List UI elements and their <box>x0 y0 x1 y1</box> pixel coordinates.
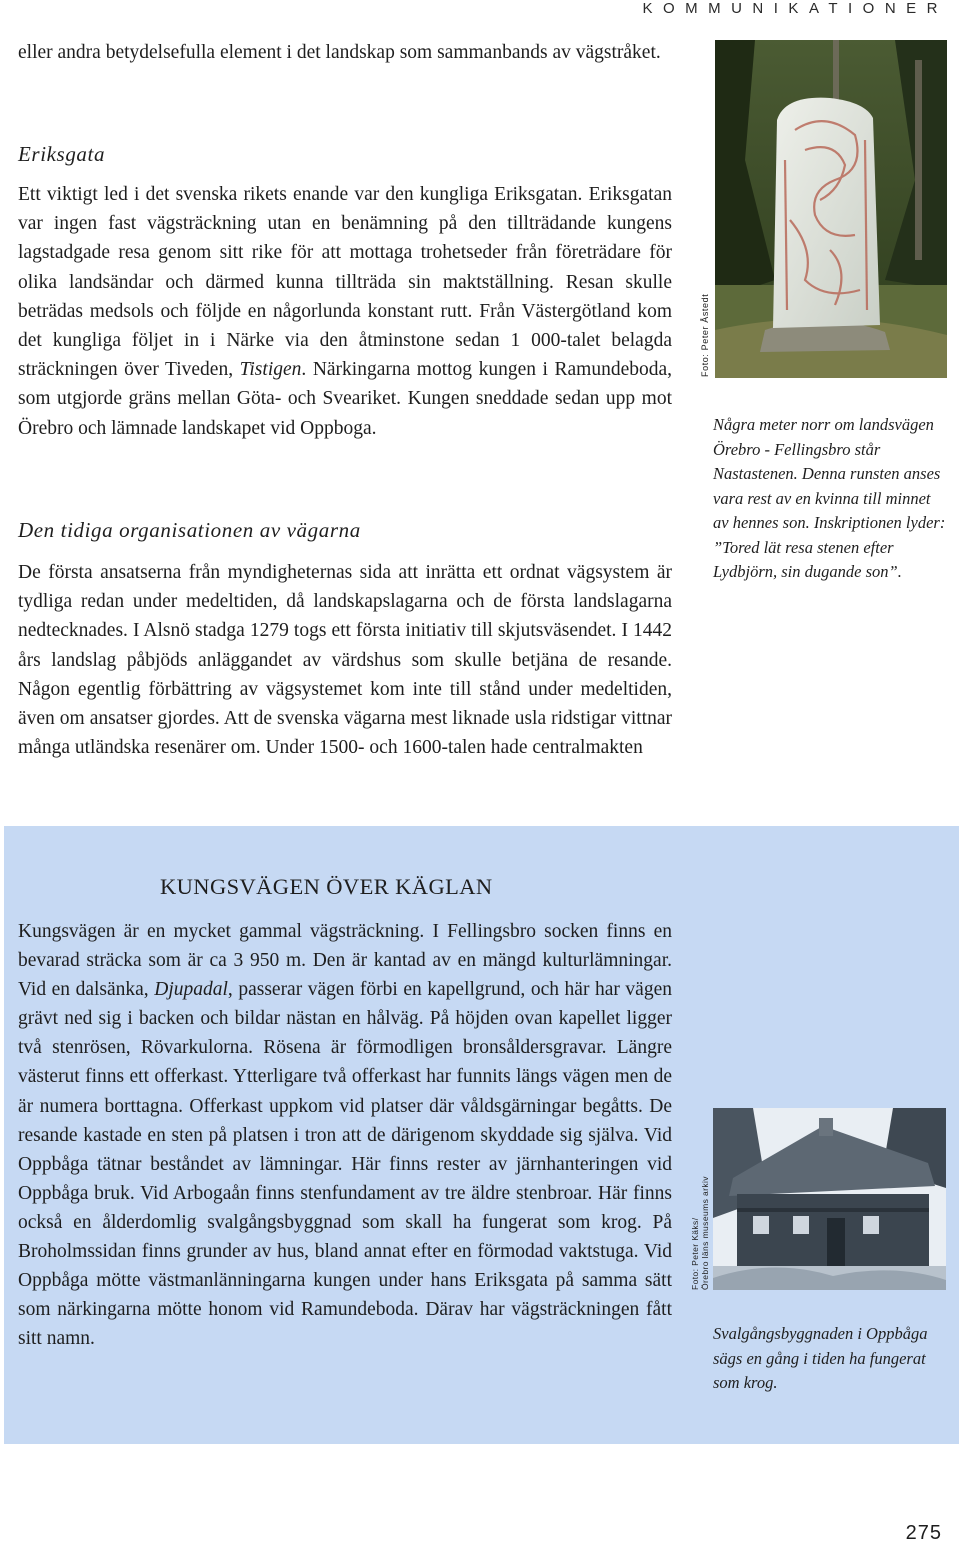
section-heading-eriksgata: Eriksgata <box>18 142 106 166</box>
svalgang-photo-credit <box>690 1140 710 1290</box>
intro-text: eller andra betydelsefulla element i det landskap som sammanbands av vägstråket. <box>18 42 661 63</box>
runestone-photo-credit: Foto: Peter Åstedt <box>700 293 710 377</box>
eriksgata-text <box>18 180 672 443</box>
info-box-text <box>18 917 672 1353</box>
runestone-photo <box>715 40 947 378</box>
svalgang-photo-credit-line2: Örebro läns museums arkiv <box>700 1176 710 1290</box>
eriksgata-text-part2: . Närkingarna mottog kungen i Ramundeboda, som utgjorde gräns mellan Göta- och Sveariket. Kungen sneddade sedan upp mot Örebro och lämnade landskapet vid Oppboga. <box>18 359 672 439</box>
svalgang-photo-credit-line1: Foto: Peter Käks/ <box>690 1217 700 1290</box>
intro-paragraph <box>18 38 672 67</box>
info-box-text-part1: Kungsvägen är en mycket gammal vägsträckning. I Fellingsbro socken finns en bevarad sträcka som är ca 3 950 m. Den är kantad av en mängd kulturlämningar. Vid en dalsänka, <box>18 921 672 1001</box>
eriksgata-paragraph <box>18 180 672 443</box>
section-heading-organisation: Den tidiga organisationen av vägarna <box>18 518 361 542</box>
organisation-text: De första ansatserna från myndigheternas sida att inrätta ett ordnat vägsystem är tydliga redan under medeltiden, då landskapslagarna och de första landslagarna nedtecknades. I Alsnö stadga 1279 togs ett första initiativ till skjutsväsendet. I 1442 års landslag påbjöds anläggandet av värdshus som skulle betjäna de resande. Någon egentlig förbättring av vägsystemet kom inte till stånd under medeltiden, även om ansatser gjordes. Att de svenska vägarna mest liknade usla ridstigar vittnar många utländska resenärer om. Under 1500- och 1600-talen hade centralmakten <box>18 562 672 759</box>
running-header: KOMMUNIKATIONER <box>642 0 948 17</box>
svalgang-building-photo <box>713 1108 946 1290</box>
page-number: 275 <box>905 1522 942 1544</box>
tistigen-term: Tistigen <box>239 359 302 381</box>
info-box-paragraph <box>18 917 672 1353</box>
organisation-paragraph <box>18 558 672 762</box>
djupadal-term: Djupadal <box>154 979 228 1001</box>
runestone-caption: Några meter norr om landsvägen Örebro - Fellingsbro står Nastastenen. Denna runsten anses vara rest av en kvinna till minnet av hennes son. Inskriptionen lyder: ”Tored lät resa stenen efter Lydbjörn, sin dugande son”. <box>713 415 946 581</box>
svalgang-caption: Svalgångsbyggnaden i Oppbåga sägs en gång i tiden ha fungerat som krog. <box>713 1324 928 1392</box>
eriksgata-text-part1: Ett viktigt led i det svenska rikets enande var den kungliga Eriksgatan. Eriksgatan var ingen fast vägsträckning utan en benämning på den tillträdande kungens lagstadgade resa genom sitt rike för att mottaga trohetseder från företrädare för olika landsändar och därmed kunna tillträda sin maktställning. Resan skulle beträdas medsols och följde en någorlunda konstant rutt. Från Västergötland kom det kungliga följet in i Närke via den åtminstone sedan 1 000-talet belagda sträckningen över Tiveden, <box>18 184 672 381</box>
info-box-title: KUNGSVÄGEN ÖVER KÄGLAN <box>160 874 493 899</box>
info-box-text-part2: , passerar vägen förbi en kapellgrund, och här har vägen grävt ned sig i backen och bildar nästan en hålväg. På höjden ovan kapellet ligger två stenrösen, Rövarkulorna. Rösena är förmodligen bronsåldersgravar. Längre västerut finns ett offerkast. Ytterligare två offerkast har funnits längs vägen men de är numera borttagna. Offerkast uppkom vid platser där våldsgärningar begåtts. De resande kastade en sten på platsen i tron att de därigenom skyddade sig själva. Vid Oppbåga tätnar beståndet av lämningar. Här finns rester av järnhanteringen vid Oppbåga bruk. Vid Arbogaån finns stenfundament av tre äldre stenbroar. Här finns också en ålderdomlig svalgångsbyggnad som skall ha fungerat som krog. På Broholmssidan finns grunder av hus, bland annat efter en förmodad vaktstuga. Vid Oppbåga mötte västmanlänningarna kungen under hans Eriksgata på samma sätt som närkingarna mötte honom vid Ramundeboda. Därav har vägsträckningen fått sitt namn. <box>18 979 672 1350</box>
